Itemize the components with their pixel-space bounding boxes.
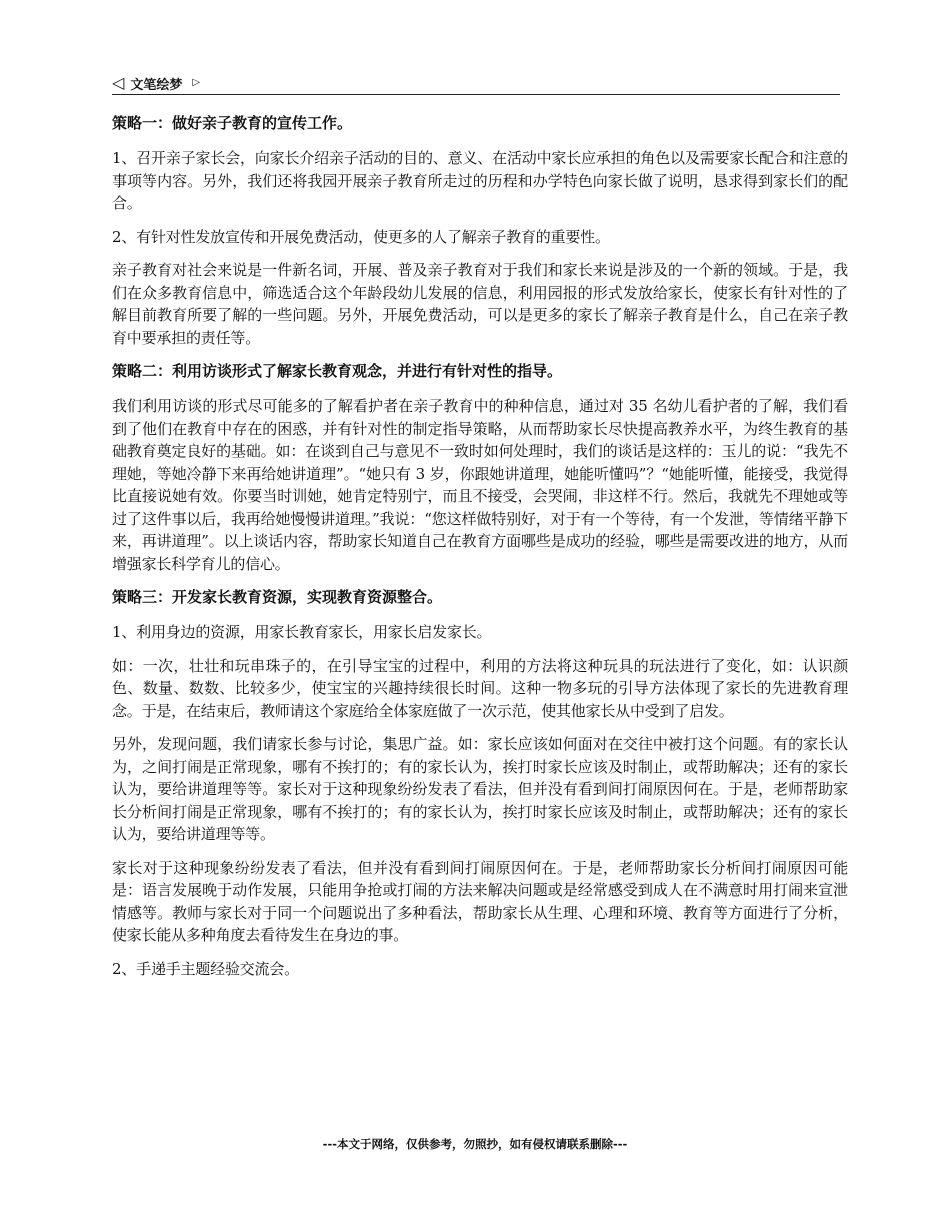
document-body <box>112 112 848 991</box>
section-heading-2: 策略二：利用访谈形式了解家长教育观念，并进行有针对性的指导。 <box>112 362 563 380</box>
right-arrow-icon: ▷ <box>192 77 201 88</box>
section-heading-3: 策略三：开发家长教育资源，实现教育资源整合。 <box>112 588 443 606</box>
paragraph: 如：一次，壮壮和玩串珠子的，在引导宝宝的过程中，利用的方法将这种玩具的玩法进行了变化，如：认识颜色、数量、数数、比较多少，使宝宝的兴趣持续很长时间。这种一物多玩的引导方法体现了家长的先进教育理念。于是，在结束后，教师请这个家庭给全体家庭做了一次示范，使其他家长从中受到了启发。 <box>112 656 848 720</box>
paragraph: 2、有针对性发放宣传和开展免费活动，使更多的人了解亲子教育的重要性。 <box>112 227 610 246</box>
paragraph: 我们利用访谈的形式尽可能多的了解看护者在亲子教育中的种种信息，通过对 35 名幼儿看护者的了解，我们看到了他们在教育中存在的困惑，并有针对性的制定指导策略，从而帮助家长尽快提高教养水平，为终生教育的基础教育奠定良好的基础。如：在谈到自己与意见不一致时如何处理时，我们的谈话是这样的：玉儿的说：“我先不理她，等她冷静下来再给她讲道理”。“她只有 3 岁，你跟她讲道理，她能听懂吗”？“她能听懂，能接受，我觉得比直接说她有效。你要当时训她，她肯定特别宁，而且不接受，会哭闹，非这样不行。然后，我就先不理她或等过了这件事以后，我再给她慢慢讲道理。”我说：“您这样做特别好，对于有一个等待，有一个发泄，等情绪平静下来，再讲道理”。以上谈话内容，帮助家长知道自己在教育方面哪些是成功的经验，哪些是需要改进的地方，从而增强家长科学育儿的信心。 <box>112 397 848 573</box>
paragraph: 另外，发现问题，我们请家长参与讨论，集思广益。如：家长应该如何面对在交往中被打这个问题。有的家长认为，之间打闹是正常现象，哪有不挨打的；有的家长认为，挨打时家长应该及时制止，或帮助解决；还有的家长认为，要给讲道理等等。家长对于这种现象纷纷发表了看法，但并没有看到间打闹原因何在。于是，老师帮助家长分析间打闹是正常现象，哪有不挨打的；有的家长认为，挨打时家长应该及时制止，或帮助解决；还有的家长认为，要给讲道理等等。 <box>112 735 848 843</box>
left-arrow-icon: ◁ <box>112 73 125 92</box>
section-heading-1: 策略一：做好亲子教育的宣传工作。 <box>112 114 353 132</box>
page-footer: ---本文于网络，仅供参考，勿照抄，如有侵权请联系删除--- <box>322 1137 628 1151</box>
page-header <box>112 72 840 95</box>
paragraph: 亲子教育对社会来说是一件新名词，开展、普及亲子教育对于我们和家长来说是涉及的一个新的领域。于是，我们在众多教育信息中，筛选适合这个年龄段幼儿发展的信息，利用园报的形式发放给家长，使家长有针对性的了解目前教育所要了解的一些问题。另外，开展免费活动，可以是更多的家长了解亲子教育是什么，自己在亲子教育中要承担的责任等。 <box>112 261 848 347</box>
paragraph: 1、利用身边的资源，用家长教育家长，用家长启发家长。 <box>112 623 492 641</box>
paragraph: 1、召开亲子家长会，向家长介绍亲子活动的目的、意义、在活动中家长应承担的角色以及需要家长配合和注意的事项等内容。另外，我们还将我园开展亲子教育所走过的历程和办学特色向家长做了说明，恳求得到家长们的配合。 <box>112 149 848 212</box>
header-title: 文笔绘梦 <box>130 77 183 93</box>
paragraph: 家长对于这种现象纷纷发表了看法，但并没有看到间打闹原因何在。于是，老师帮助家长分析间打闹原因可能是：语言发展晚于动作发展，只能用争抢或打闹的方法来解决问题或是经常感受到成人在不满意时用打闹来宣泄情感等。教师与家长对于同一个问题说出了多种看法，帮助家长从生理、心理和环境、教育等方面进行了分析，使家长能从多种角度去看待发生在身边的事。 <box>112 858 848 944</box>
paragraph: 2、手递手主题经验交流会。 <box>112 959 299 978</box>
